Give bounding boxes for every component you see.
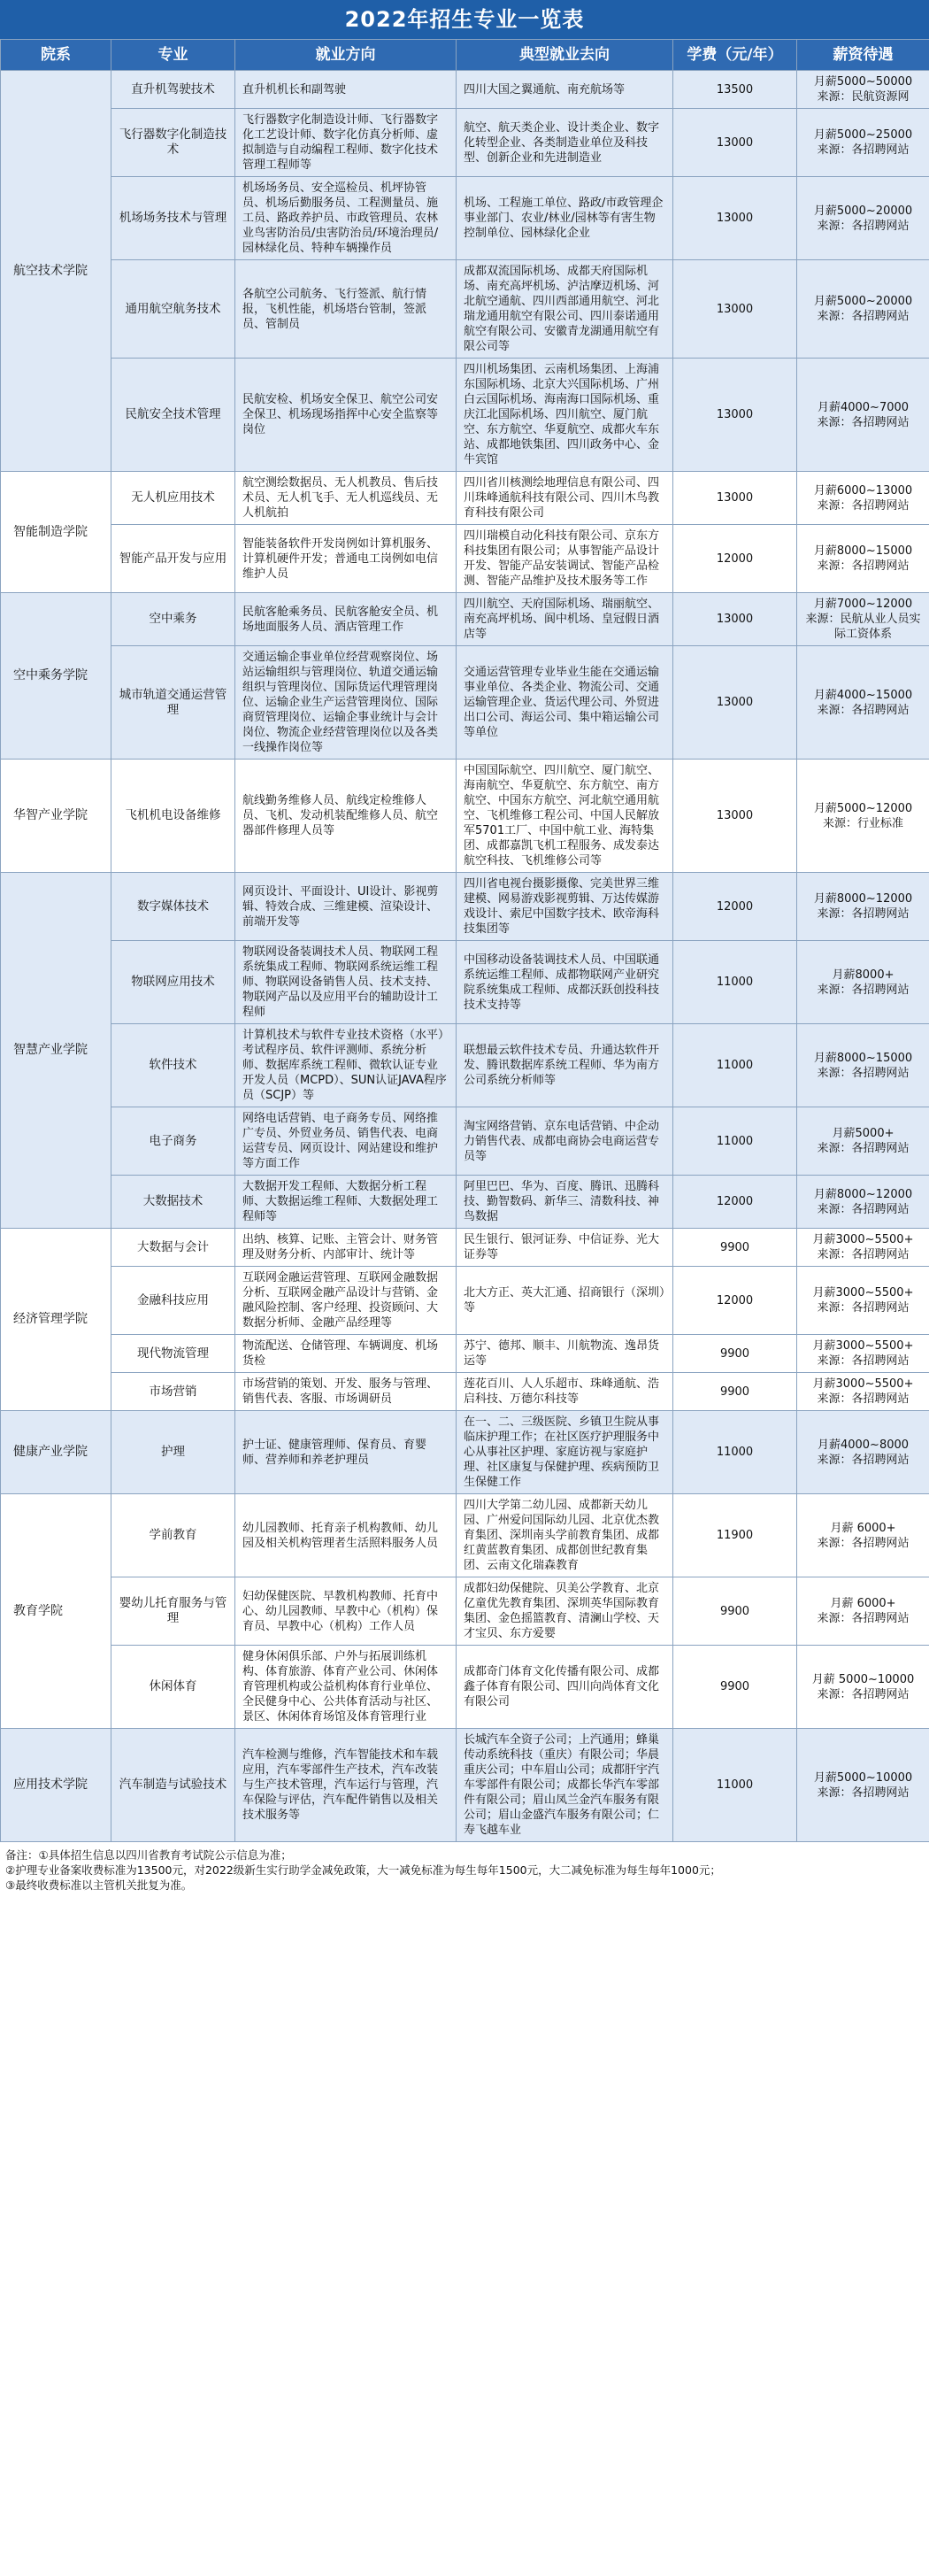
fee-cell: 9900 xyxy=(673,1373,797,1411)
table-row xyxy=(1,1267,929,1335)
fee-cell: 13500 xyxy=(673,71,797,109)
notes xyxy=(0,1842,929,1893)
table-row xyxy=(1,1176,929,1229)
destination-cell: 四川大国之翼通航、南充航场等 xyxy=(457,71,673,109)
direction-cell: 民航安检、机场安全保卫、航空公司安全保卫、机场现场指挥中心安全监察等岗位 xyxy=(235,359,457,472)
table-row xyxy=(1,71,929,109)
table-row xyxy=(1,1646,929,1729)
destination-cell: 民生银行、银河证券、中信证券、光大证券等 xyxy=(457,1229,673,1267)
fee-cell: 9900 xyxy=(673,1229,797,1267)
fee-cell: 9900 xyxy=(673,1646,797,1729)
major-name-cell: 民航安全技术管理 xyxy=(111,359,235,472)
major-name-cell: 智能产品开发与应用 xyxy=(111,525,235,593)
note-line: 备注：①具体招生信息以四川省教育考试院公示信息为准； xyxy=(5,1848,292,1862)
table-row xyxy=(1,1024,929,1107)
destination-cell: 联想最云软件技术专员、升通达软件开发、腾讯数据库系统工程师、华为南方公司系统分析师等 xyxy=(457,1024,673,1107)
college-cell: 经济管理学院 xyxy=(1,1229,111,1411)
table-row xyxy=(1,646,929,760)
table-row xyxy=(1,260,929,359)
note-line: ②护理专业备案收费标准为13500元，对2022级新生实行助学金减免政策，大一减免标准为每生每年1500元，大二减免标准为每生每年1000元； xyxy=(5,1863,721,1877)
major-name-cell: 软件技术 xyxy=(111,1024,235,1107)
destination-cell: 四川省川核测绘地理信息有限公司、四川珠峰通航科技有限公司、四川木鸟教育科技有限公司 xyxy=(457,472,673,525)
direction-cell: 互联网金融运营管理、互联网金融数据分析、互联网金融产品设计与营销、金融风险控制、客户经理、投资顾问、大数据分析师、金融产品经理等 xyxy=(235,1267,457,1335)
destination-cell: 四川大学第二幼儿园、成都新天幼儿园、广州爱问国际幼儿园、北京优杰教育集团、深圳南头学前教育集团、成都红黄蓝教育集团、成都创世纪教育集团、云南文化瑞森教育 xyxy=(457,1494,673,1577)
direction-cell: 计算机技术与软件专业技术资格（水平）考试程序员、软件评测师、系统分析师、数据库系统工程师、微软认证专业开发人员（MCPD）、SUN认证JAVA程序员（SCJP）等 xyxy=(235,1024,457,1107)
salary-cell: 月薪3000~5500+ 来源：各招聘网站 xyxy=(797,1373,929,1411)
fee-cell: 12000 xyxy=(673,1267,797,1335)
destination-cell: 中国移动设备装调技术人员、中国联通系统运维工程师、成都物联网产业研究院系统集成工程师、成都沃跃创投科技技术支持等 xyxy=(457,941,673,1024)
destination-cell: 四川机场集团、云南机场集团、上海浦东国际机场、北京大兴国际机场、广州白云国际机场、海南海口国际机场、重庆江北国际机场、四川航空、厦门航空、东方航空、华夏航空、成都火车东站、成都地铁集团、四川政务中心、金牛宾馆 xyxy=(457,359,673,472)
salary-cell: 月薪8000~12000 来源：各招聘网站 xyxy=(797,873,929,941)
major-name-cell: 飞机机电设备维修 xyxy=(111,760,235,873)
fee-cell: 13000 xyxy=(673,646,797,760)
direction-cell: 幼儿园教师、托育亲子机构教师、幼儿园及相关机构管理者生活照料服务人员 xyxy=(235,1494,457,1577)
table-header-row xyxy=(1,40,929,71)
fee-cell: 13000 xyxy=(673,359,797,472)
salary-cell: 月薪5000~20000 来源：各招聘网站 xyxy=(797,260,929,359)
salary-cell: 月薪8000~12000 来源：各招聘网站 xyxy=(797,1176,929,1229)
salary-cell: 月薪7000~12000 来源：民航从业人员实际工资体系 xyxy=(797,593,929,646)
major-name-cell: 婴幼儿托育服务与管理 xyxy=(111,1577,235,1646)
destination-cell: 阿里巴巴、华为、百度、腾讯、迅腾科技、勤智数码、新华三、清数科技、神鸟数据 xyxy=(457,1176,673,1229)
college-cell: 应用技术学院 xyxy=(1,1729,111,1842)
header-college: 院系 xyxy=(1,40,111,71)
major-name-cell: 休闲体育 xyxy=(111,1646,235,1729)
fee-cell: 11000 xyxy=(673,1411,797,1494)
salary-cell: 月薪3000~5500+ 来源：各招聘网站 xyxy=(797,1267,929,1335)
destination-cell: 成都双流国际机场、成都天府国际机场、南充高坪机场、泸沽摩迈机场、河北航空通航、四川西部通用航空、河北瑞龙通用航空有限公司、四川泰诺通用航空有限公司、安徽青龙湖通用航空有限公司等 xyxy=(457,260,673,359)
salary-cell: 月薪 6000+ 来源：各招聘网站 xyxy=(797,1494,929,1577)
salary-cell: 月薪5000~50000 来源：民航资源网 xyxy=(797,71,929,109)
table-row xyxy=(1,1729,929,1842)
college-cell: 教育学院 xyxy=(1,1494,111,1729)
direction-cell: 网页设计、平面设计、UI设计、影视剪辑、特效合成、三维建模、渲染设计、前端开发等 xyxy=(235,873,457,941)
major-name-cell: 护理 xyxy=(111,1411,235,1494)
table-row xyxy=(1,941,929,1024)
table-row xyxy=(1,593,929,646)
destination-cell: 苏宁、德邦、顺丰、川航物流、逸昂货运等 xyxy=(457,1335,673,1373)
page-title: 2022年招生专业一览表 xyxy=(0,0,929,39)
destination-cell: 成都妇幼保健院、贝美公学教育、北京亿童优先教育集团、深圳英华国际教育集团、金色摇篮教育、清澜山学校、天才宝贝、东方爱婴 xyxy=(457,1577,673,1646)
salary-cell: 月薪5000~25000 来源：各招聘网站 xyxy=(797,109,929,177)
fee-cell: 11000 xyxy=(673,941,797,1024)
fee-cell: 13000 xyxy=(673,760,797,873)
header-major: 专业 xyxy=(111,40,235,71)
table-body xyxy=(1,71,929,1842)
fee-cell: 11000 xyxy=(673,1729,797,1842)
destination-cell: 四川省电视台摄影摄像、完美世界三维建模、网易游戏影视剪辑、万达传媒游戏设计、索尼中国数字技术、欧帝海科技集团等 xyxy=(457,873,673,941)
direction-cell: 物联网设备装调技术人员、物联网工程系统集成工程师、物联网系统运维工程师、物联网设备销售人员、技术支持、物联网产品以及应用平台的辅助设计工程师 xyxy=(235,941,457,1024)
major-name-cell: 飞行器数字化制造技术 xyxy=(111,109,235,177)
major-name-cell: 现代物流管理 xyxy=(111,1335,235,1373)
table-row xyxy=(1,1373,929,1411)
fee-cell: 13000 xyxy=(673,109,797,177)
table-row xyxy=(1,1107,929,1176)
major-name-cell: 城市轨道交通运营管理 xyxy=(111,646,235,760)
college-cell: 华智产业学院 xyxy=(1,760,111,873)
direction-cell: 航线勤务维修人员、航线定检维修人员、飞机、发动机装配维修人员、航空器部件修理人员等 xyxy=(235,760,457,873)
fee-cell: 13000 xyxy=(673,260,797,359)
major-name-cell: 汽车制造与试验技术 xyxy=(111,1729,235,1842)
major-name-cell: 空中乘务 xyxy=(111,593,235,646)
salary-cell: 月薪8000~15000 来源：各招聘网站 xyxy=(797,525,929,593)
direction-cell: 直升机机长和副驾驶 xyxy=(235,71,457,109)
salary-cell: 月薪3000~5500+ 来源：各招聘网站 xyxy=(797,1229,929,1267)
major-name-cell: 物联网应用技术 xyxy=(111,941,235,1024)
salary-cell: 月薪5000~20000 来源：各招聘网站 xyxy=(797,177,929,260)
destination-cell: 四川瑞模自动化科技有限公司、京东方科技集团有限公司；从事智能产品设计开发、智能产品安装调试、智能产品检测、智能产品维护及技术服务等工作 xyxy=(457,525,673,593)
majors-table xyxy=(0,39,929,1842)
major-name-cell: 无人机应用技术 xyxy=(111,472,235,525)
major-name-cell: 大数据技术 xyxy=(111,1176,235,1229)
table-row xyxy=(1,177,929,260)
direction-cell: 市场营销的策划、开发、服务与管理、销售代表、客服、市场调研员 xyxy=(235,1373,457,1411)
salary-cell: 月薪3000~5500+ 来源：各招聘网站 xyxy=(797,1335,929,1373)
destination-cell: 中国国际航空、四川航空、厦门航空、海南航空、华夏航空、东方航空、南方航空、中国东方航空、河北航空通用航空、飞机维修工程公司、中国人民解放军5701工厂、中国中航工业、海特集团、成都嘉凯飞机工程服务、成发泰达航空科技、飞机维修公司等 xyxy=(457,760,673,873)
table-row xyxy=(1,1494,929,1577)
fee-cell: 11000 xyxy=(673,1107,797,1176)
direction-cell: 物流配送、仓储管理、车辆调度、机场货检 xyxy=(235,1335,457,1373)
major-name-cell: 金融科技应用 xyxy=(111,1267,235,1335)
major-name-cell: 机场场务技术与管理 xyxy=(111,177,235,260)
destination-cell: 淘宝网络营销、京东电话营销、中企动力销售代表、成都电商协会电商运营专员等 xyxy=(457,1107,673,1176)
header-salary: 薪资待遇 xyxy=(797,40,929,71)
major-name-cell: 通用航空航务技术 xyxy=(111,260,235,359)
fee-cell: 12000 xyxy=(673,525,797,593)
major-name-cell: 数字媒体技术 xyxy=(111,873,235,941)
destination-cell: 交通运营管理专业毕业生能在交通运输事业单位、各类企业、物流公司、交通运输管理企业、货运代理公司、外贸进出口公司、海运公司、集中箱运输公司等单位 xyxy=(457,646,673,760)
salary-cell: 月薪4000~15000 来源：各招聘网站 xyxy=(797,646,929,760)
salary-cell: 月薪5000+ 来源：各招聘网站 xyxy=(797,1107,929,1176)
college-cell: 航空技术学院 xyxy=(1,71,111,472)
destination-cell: 长城汽车全资子公司；上汽通用；蜂巢传动系统科技（重庆）有限公司；华晨重庆公司；中车眉山公司；成都肝宇汽车零部件有限公司；成都长华汽车零部件有限公司；眉山凤兰金汽车服务有限公司；眉山金盛汽车服务有限公司；仁寿飞越车业 xyxy=(457,1729,673,1842)
direction-cell: 飞行器数字化制造设计师、飞行器数字化工艺设计师、数字化仿真分析师、虚拟制造与自动编程工程师、数字化技术管理工程师等 xyxy=(235,109,457,177)
destination-cell: 四川航空、天府国际机场、瑞丽航空、南充高坪机场、阆中机场、皇冠假日酒店等 xyxy=(457,593,673,646)
college-cell: 智能制造学院 xyxy=(1,472,111,593)
header-destination: 典型就业去向 xyxy=(457,40,673,71)
direction-cell: 大数据开发工程师、大数据分析工程师、大数据运维工程师、大数据处理工程师等 xyxy=(235,1176,457,1229)
direction-cell: 汽车检测与维修，汽车智能技术和车载应用，汽车零部件生产技术，汽车改装与生产技术管理，汽车运行与管理，汽车保险与评估，汽车配件销售以及相关技术服务等 xyxy=(235,1729,457,1842)
major-name-cell: 电子商务 xyxy=(111,1107,235,1176)
fee-cell: 12000 xyxy=(673,873,797,941)
table-row xyxy=(1,873,929,941)
table-row xyxy=(1,1411,929,1494)
direction-cell: 妇幼保健医院、早教机构教师、托育中心、幼儿园教师、早教中心（机构）保育员、早教中心（机构）工作人员 xyxy=(235,1577,457,1646)
salary-cell: 月薪4000~7000 来源：各招聘网站 xyxy=(797,359,929,472)
destination-cell: 航空、航天类企业、设计类企业、数字化转型企业、各类制造业单位及科技型、创新企业和先进制造业 xyxy=(457,109,673,177)
direction-cell: 出纳、核算、记账、主管会计、财务管理及财务分析、内部审计、统计等 xyxy=(235,1229,457,1267)
major-name-cell: 市场营销 xyxy=(111,1373,235,1411)
fee-cell: 11000 xyxy=(673,1024,797,1107)
salary-cell: 月薪5000~12000 来源：行业标准 xyxy=(797,760,929,873)
college-cell: 空中乘务学院 xyxy=(1,593,111,760)
table-row xyxy=(1,472,929,525)
salary-cell: 月薪5000~10000 来源：各招聘网站 xyxy=(797,1729,929,1842)
table-row xyxy=(1,359,929,472)
major-name-cell: 直升机驾驶技术 xyxy=(111,71,235,109)
fee-cell: 13000 xyxy=(673,593,797,646)
table-row xyxy=(1,1229,929,1267)
fee-cell: 13000 xyxy=(673,472,797,525)
fee-cell: 11900 xyxy=(673,1494,797,1577)
salary-cell: 月薪6000~13000 来源：各招聘网站 xyxy=(797,472,929,525)
direction-cell: 各航空公司航务、飞行签派、航行情报，飞机性能，机场塔台管制，签派员、管制员 xyxy=(235,260,457,359)
destination-cell: 机场、工程施工单位、路政/市政管理企事业部门、农业/林业/园林等有害生物控制单位、园林绿化企业 xyxy=(457,177,673,260)
fee-cell: 13000 xyxy=(673,177,797,260)
table-row xyxy=(1,109,929,177)
header-direction: 就业方向 xyxy=(235,40,457,71)
fee-cell: 9900 xyxy=(673,1335,797,1373)
direction-cell: 健身休闲俱乐部、户外与拓展训练机构、体育旅游、体育产业公司、休闲体育管理机构或公益机构体育行业单位、全民健身中心、公共体育活动与社区、景区、休闲体育场馆及体育管理行业 xyxy=(235,1646,457,1729)
note-line: ③最终收费标准以主管机关批复为准。 xyxy=(5,1878,193,1892)
destination-cell: 在一、二、三级医院、乡镇卫生院从事临床护理工作；在社区医疗护理服务中心从事社区护理、家庭访视与家庭护理、社区康复与保健护理、疾病预防卫生保健工作 xyxy=(457,1411,673,1494)
direction-cell: 航空测绘数据员、无人机教员、售后技术员、无人机飞手、无人机巡线员、无人机航拍 xyxy=(235,472,457,525)
direction-cell: 民航客舱乘务员、民航客舱安全员、机场地面服务人员、酒店管理工作 xyxy=(235,593,457,646)
direction-cell: 网络电话营销、电子商务专员、网络推广专员、外贸业务员、销售代表、电商运营专员、网页设计、网站建设和维护等方面工作 xyxy=(235,1107,457,1176)
college-cell: 健康产业学院 xyxy=(1,1411,111,1494)
table-row xyxy=(1,1577,929,1646)
salary-cell: 月薪8000~15000 来源：各招聘网站 xyxy=(797,1024,929,1107)
salary-cell: 月薪4000~8000 来源：各招聘网站 xyxy=(797,1411,929,1494)
table-row xyxy=(1,525,929,593)
college-cell: 智慧产业学院 xyxy=(1,873,111,1229)
table-row xyxy=(1,760,929,873)
major-name-cell: 学前教育 xyxy=(111,1494,235,1577)
salary-cell: 月薪 6000+ 来源：各招聘网站 xyxy=(797,1577,929,1646)
table-row xyxy=(1,1335,929,1373)
destination-cell: 莲花百川、人人乐超市、珠峰通航、浩启科技、万德尔科技等 xyxy=(457,1373,673,1411)
header-fee: 学费（元/年） xyxy=(673,40,797,71)
fee-cell: 12000 xyxy=(673,1176,797,1229)
direction-cell: 机场场务员、安全巡检员、机坪协管员、机场后勤服务员、工程测量员、施工员、路政养护员、市政管理员、农林业鸟害防治员/虫害防治员/环境治理员/园林绿化员、特种车辆操作员 xyxy=(235,177,457,260)
destination-cell: 北大方正、英大汇通、招商银行（深圳）等 xyxy=(457,1267,673,1335)
major-name-cell: 大数据与会计 xyxy=(111,1229,235,1267)
direction-cell: 交通运输企事业单位经营观察岗位、场站运输组织与管理岗位、轨道交通运输组织与管理岗位、国际货运代理管理岗位、运输企业生产运营管理岗位、国际商贸管理岗位、运输企事业统计与会计岗位、物流企业经营管理岗位以及各类一线操作岗位等 xyxy=(235,646,457,760)
fee-cell: 9900 xyxy=(673,1577,797,1646)
direction-cell: 智能装备软件开发岗例如计算机服务、计算机硬件开发；普通电工岗例如电信维护人员 xyxy=(235,525,457,593)
salary-cell: 月薪8000+ 来源：各招聘网站 xyxy=(797,941,929,1024)
salary-cell: 月薪 5000~10000 来源：各招聘网站 xyxy=(797,1646,929,1729)
direction-cell: 护士证、健康管理师、保育员、育婴师、营养师和养老护理员 xyxy=(235,1411,457,1494)
destination-cell: 成都奇门体育文化传播有限公司、成都鑫子体育有限公司、四川向尚体育文化有限公司 xyxy=(457,1646,673,1729)
